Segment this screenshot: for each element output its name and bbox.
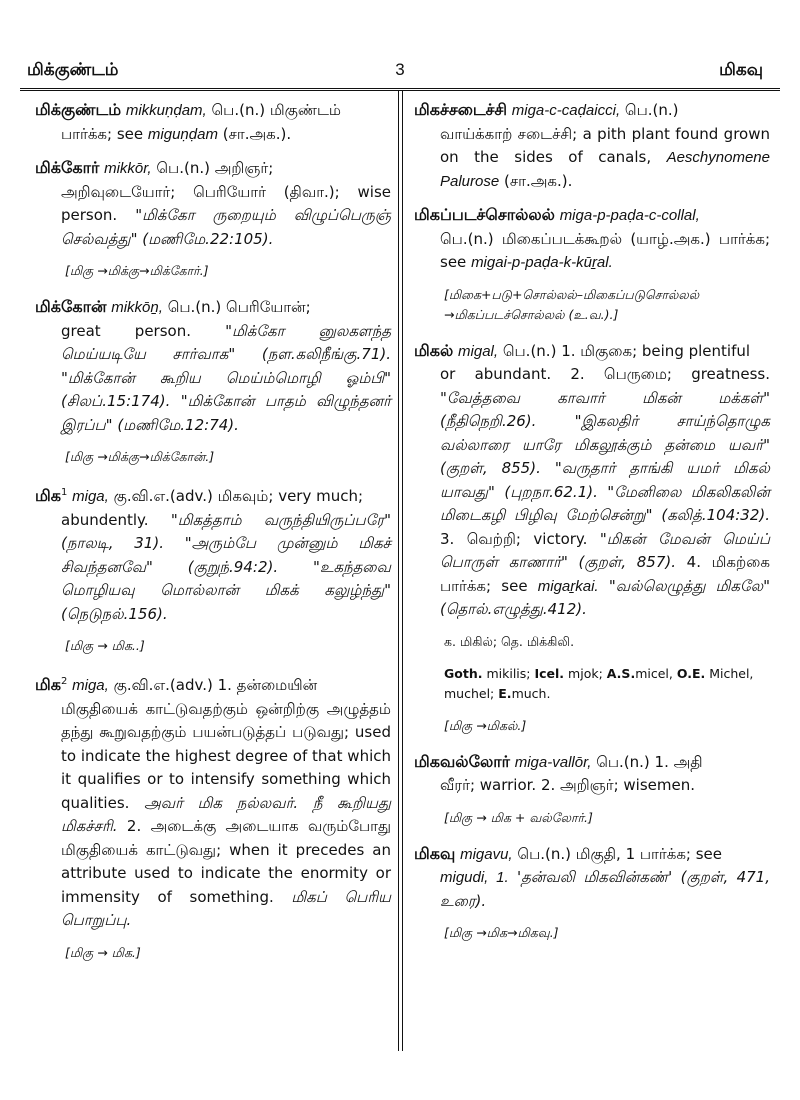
cognate-language: O.E. <box>676 665 706 681</box>
citation: "மிகத்தாம் வருந்தியிருப்பரே" (நாலடி, 31). "அரும்பே முன்னும் மிகச் சிவந்தனவே" (குறுந்.94:2). "உகந்தவை மொழியவு மொல்லான் மிகக் கலுழ்ந்து" (நெடுநல்.156). <box>61 510 391 623</box>
definition: 2. அடைக்கு அடையாக வரும்போது மிகுதியைக் காட்டுவது; when it precedes an attribute used to indicate the enormity or immensity of something. <box>61 817 391 906</box>
etymology: [மிகு →மிகல்.] <box>444 717 527 733</box>
headword: மிக <box>35 675 61 694</box>
etymology: [மிகு →மிக்கு→மிக்கோன்.] <box>65 449 215 464</box>
right-column <box>414 98 770 957</box>
entry-mikkor <box>35 156 391 251</box>
citation: "மிக்கோ ருறையும் விழுப்பெருஞ் செல்வத்து" (மணிமே.22:105). <box>61 206 391 248</box>
headword: மிக <box>35 486 61 505</box>
definition: கு.வி.எ.(adv.) 1. தன்மையின் <box>113 676 318 694</box>
definition: பெ.(n.) பெரியோன்; <box>167 298 311 316</box>
etymology: [மிகு → மிக + வல்லோர்.] <box>444 809 593 825</box>
headword: மிக்கோர் <box>35 158 100 177</box>
definition: பார்க்க; see <box>61 124 144 143</box>
cognate-word: mjok; <box>568 665 603 681</box>
transliteration: migavu, <box>460 845 513 863</box>
citation: "வல்லெழுத்து மிகலே" (தொல்.எழுத்து.412). <box>440 576 770 618</box>
citation: மிகப் பெரிய பொறுப்பு. <box>61 887 391 929</box>
transliteration: miga-vallōr, <box>514 753 592 771</box>
european-cognates <box>414 664 770 704</box>
cognate-language: Icel. <box>534 665 565 681</box>
homonym-number: 2 <box>60 676 68 687</box>
definition: பெ.(n.) 1. மிகுகை; being plentiful <box>502 341 751 360</box>
etymology: [மிகு →மிக→மிகவு.] <box>444 925 559 940</box>
transliteration: miga, <box>72 488 109 505</box>
cross-reference: miguṇḍam <box>147 125 218 143</box>
definition: பெ.(n.) <box>624 101 679 119</box>
cognate-word: much. <box>511 685 551 701</box>
definition: or abundant. 2. பெருமை; greatness. <box>440 365 770 383</box>
cognate-word: Michel, muchel; <box>444 665 754 701</box>
entry-miga-vallor <box>414 750 770 798</box>
citation: 'தன்வலி மிகவின்கண்' (குறள், 471, உரை). <box>440 868 770 910</box>
etymology: [மிகு → மிக..] <box>65 638 145 653</box>
definition: கு.வி.எ.(adv.) மிகவும்; very much; <box>113 487 364 505</box>
citation: "மிகன் மேவன் மெய்ப் பொருள் காணார்" (குறள், 857). <box>440 529 770 571</box>
citation: "மிக்கோ னுலகளந்த மெய்யடியே சார்வாக" (நள.கலிநீங்கு.71). "மிக்கோன் கூறிய மெய்ம்மொழி ஓம்பி" (சிலப்.15:174). "மிக்கோன் பாதம் விழுந்தனர் இரப்ப" (மணிமே.12:74). <box>61 321 391 434</box>
definition: மிகுதியைக் காட்டுவதற்கும் ஒன்றிற்கு அழுத்தம் தந்து கூறுவதற்கும் பயன்படுத்தப் படுவது; used to indicate the highest degree of that which it qualifies or to intensify something which qualities. <box>61 699 391 812</box>
cognate-language: E. <box>498 685 512 701</box>
column-divider <box>398 91 403 1051</box>
headword: மிக்குண்டம் <box>35 100 122 119</box>
cross-reference: migai-p-paḍa-k-kūṟal. <box>471 254 613 271</box>
etymology: [மிகை+படு+சொல்லல்–மிகைப்படுசொல்லல் →மிகப்படச்சொல்லல் (உ.வ.).] <box>444 286 700 322</box>
definition: 4. மிகற்கை பார்க்க; see <box>440 553 770 595</box>
left-guide-word: மிக்குண்டம் <box>27 60 119 80</box>
entry-miga-1 <box>35 481 391 626</box>
definition: அறிவுடையோர்; பெரியோர் (திவா.); wise person. <box>61 182 391 224</box>
headword: மிகப்படச்சொல்லல் <box>414 205 555 224</box>
transliteration: mikkōṉ, <box>111 299 163 316</box>
transliteration: mikkuṇḍam, <box>125 102 207 119</box>
entry-migal <box>414 339 770 622</box>
headword: மிகவு <box>414 843 456 863</box>
definition: பெ.(n.) மிகுண்டம் <box>211 101 341 119</box>
entry-migavu <box>414 842 770 914</box>
right-guide-word: மிகவு <box>719 60 763 80</box>
headword: மிகல் <box>414 340 454 360</box>
headword: மிக்கோன் <box>35 297 107 316</box>
headword: மிகவல்லோர் <box>414 751 510 771</box>
definition: பெ.(n.) மிகைப்படக்கூறல் (யாழ்.அக.) பார்க்க; see <box>440 229 770 271</box>
transliteration: migal, <box>458 342 499 360</box>
transliteration: miga, <box>72 677 109 694</box>
entry-mikkon <box>35 295 391 437</box>
citation: "வேத்தவை காவார் மிகன் மக்கள்" (நீதிநெறி.26). "இகலதிர் சாய்ந்தொழுக வல்லாரை யாரே மிகலூக்கும் தன்மை யவர்" (குறள், 855). "வருதார் தாங்கி யமர் மிகல் யாவது" (புறநா.62.1). "மேனிலை மிகலிகலின் மிடைகழி பிழிவு மேற்சென்று" (கலித்.104:32). <box>440 388 770 524</box>
transliteration: miga-c-caḍaicci, <box>511 102 621 119</box>
transliteration: miga-p-paḍa-c-collal, <box>559 207 700 224</box>
definition: பெ.(n.) 1. அதி <box>596 752 703 771</box>
homonym-number: 1 <box>60 487 68 498</box>
etymology: [மிகு →மிக்கு→மிக்கோர்.] <box>65 263 209 278</box>
citation: அவர் மிக நல்லவர். நீ கூறியது மிகச்சரி. <box>61 793 391 835</box>
definition: great person. <box>61 321 191 340</box>
left-column <box>35 98 391 977</box>
entry-miga-2 <box>35 670 391 933</box>
page-number: 3 <box>395 60 405 79</box>
definition: வாய்க்காற் சடைச்சி; a pith plant found grown on the sides of canals, <box>440 124 770 166</box>
cognate-language: A.S. <box>606 665 636 681</box>
entry-miga-c-cadaicci <box>414 98 770 193</box>
scientific-name: Aeschynomene Palurose <box>440 149 770 190</box>
entry-miga-p-pada-c-collal <box>414 203 770 275</box>
definition: வீரர்; warrior. 2. அறிஞர்; wisemen. <box>440 776 695 794</box>
etymology: [மிகு → மிக.] <box>65 944 141 960</box>
transliteration: mikkōr, <box>104 160 152 177</box>
source: (சா.அக.). <box>503 171 573 190</box>
headword: மிகச்சடைச்சி <box>414 100 507 119</box>
definition: பெ.(n.) அறிஞர்; <box>156 159 274 177</box>
cognate-word: mikilis; <box>486 665 531 681</box>
dravidian-cognates: க. மிகில்; தெ. மிக்கிலி. <box>444 633 575 649</box>
definition: abundently. <box>61 510 149 529</box>
cross-reference: migudi, 1. <box>440 869 509 886</box>
cognate-word: micel, <box>635 665 673 681</box>
definition: பெ.(n.) மிகுதி, 1 பார்க்க; see <box>517 844 723 863</box>
source: (சா.அக.). <box>222 124 292 143</box>
definition: 3. வெற்றி; victory. <box>440 529 588 548</box>
entry-mikkundam <box>35 98 391 146</box>
cross-reference: migaṟkai. <box>537 577 599 595</box>
cognate-language: Goth. <box>444 665 483 681</box>
